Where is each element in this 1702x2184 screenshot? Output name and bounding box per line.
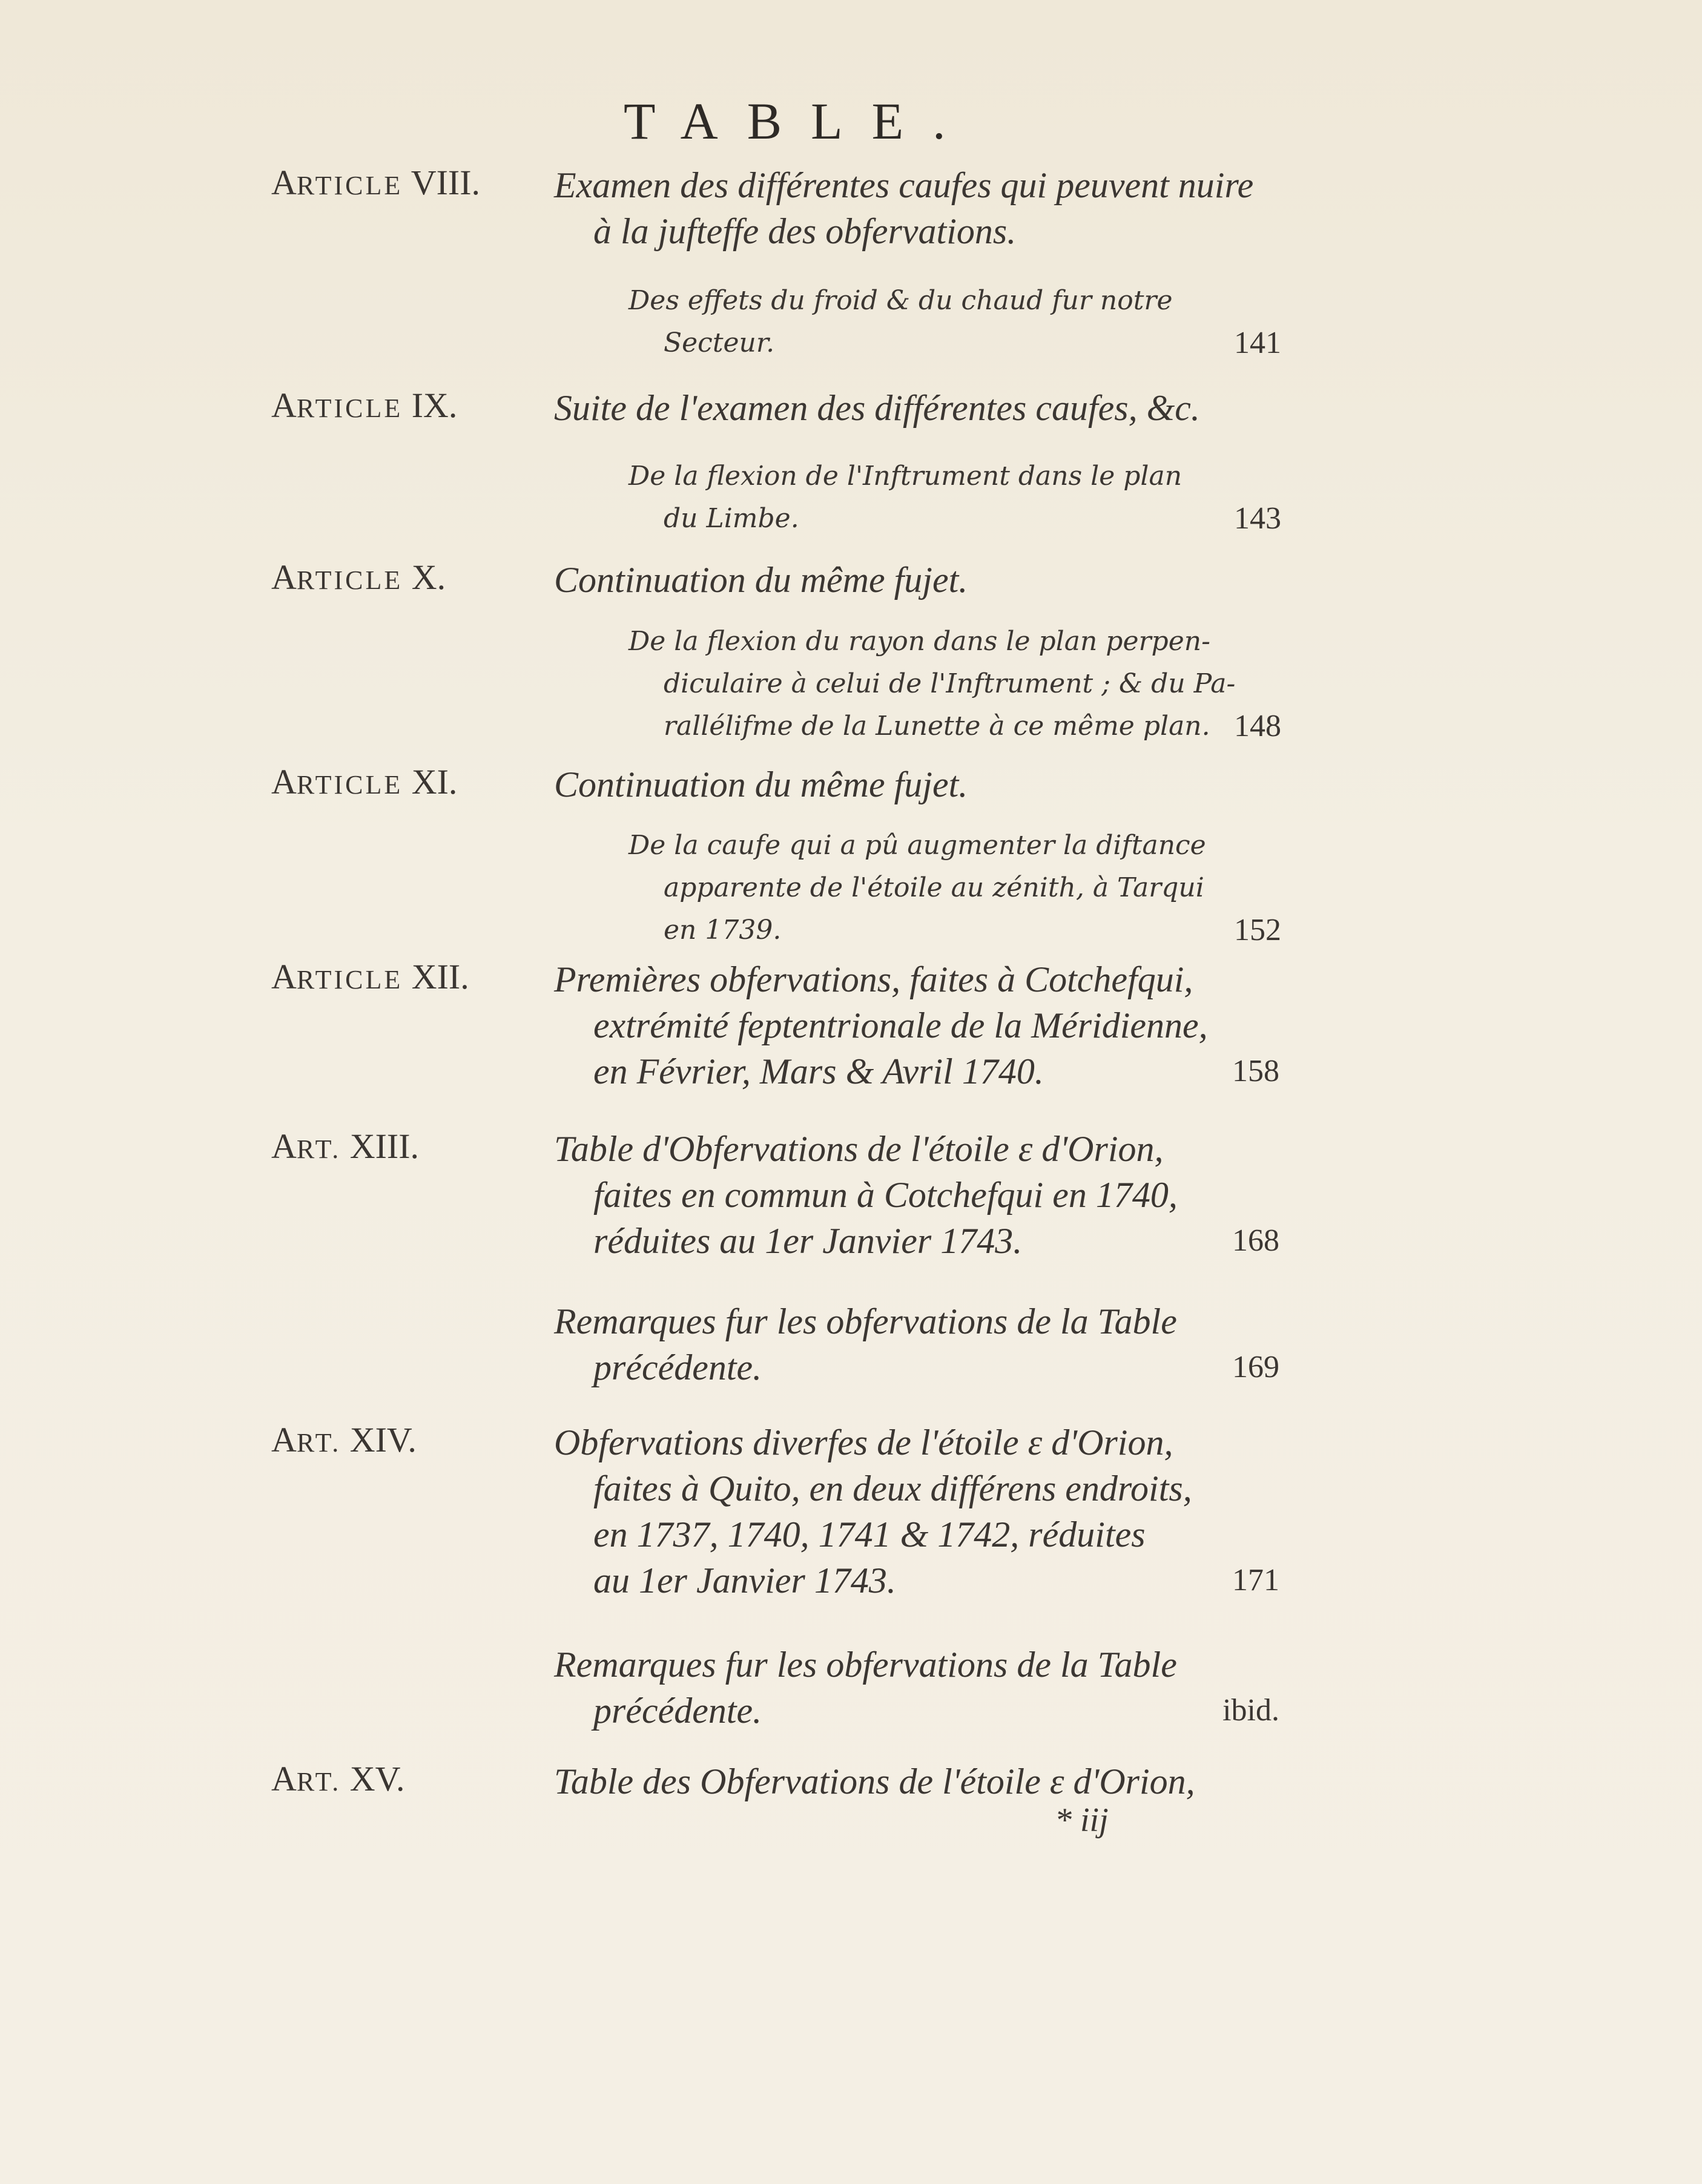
page-number: 158: [1232, 1054, 1279, 1088]
article-heading-xi: Continuation du même fujet.: [554, 765, 968, 804]
article-heading-xiii: Table d'Obfervations de l'étoile ε d'Orion, faites en commun à Cotchefqui en 1740, réduites au 1er Janvier 1743. 168: [554, 1126, 1281, 1264]
article-sub-x: De la flexion du rayon dans le plan perpen- diculaire à celui de l'Inftrument ; & du Pa- rallélifme de la Lunette à ce même plan. 148: [628, 620, 1282, 748]
page-number: 169: [1232, 1350, 1279, 1384]
article-heading-xiv: Obfervations diverfes de l'étoile ε d'Orion, faites à Quito, en deux différens endroits, en 1737, 1740, 1741 & 1742, réduites au 1er Janvier 1743. 171: [554, 1419, 1281, 1603]
page-number: 171: [1232, 1563, 1279, 1597]
article-label-xii: ARTICLE XII.: [271, 957, 469, 996]
article-heading-x: Continuation du même fujet.: [554, 560, 968, 600]
article-label-xv: ART. XV.: [271, 1759, 405, 1798]
article-label-xiii: ART. XIII.: [271, 1127, 420, 1166]
page-title: TABLE.: [624, 92, 975, 150]
page-number: 152: [1234, 913, 1281, 947]
page-number: 168: [1232, 1223, 1279, 1258]
remarks-heading-1: Remarques fur les obfervations de la Table précédente. 169: [554, 1298, 1281, 1390]
article-label-x: ARTICLE X.: [271, 558, 446, 597]
signature-mark: * iij: [1055, 1801, 1109, 1839]
page-number: ibid.: [1222, 1693, 1279, 1728]
article-heading-ix: Suite de l'examen des différentes caufes, &c.: [554, 388, 1200, 428]
article-heading-xii: Premières obfervations, faites à Cotchefqui, extrémité feptentrionale de la Méridienne, en Février, Mars & Avril 1740. 158: [554, 956, 1281, 1094]
article-label-xiv: ART. XIV.: [271, 1420, 417, 1459]
page-number: 143: [1234, 501, 1281, 536]
article-heading-xv: Table des Obfervations de l'étoile ε d'Orion,: [554, 1761, 1195, 1801]
page-number: 148: [1234, 709, 1281, 743]
remarks-heading-2: Remarques fur les obfervations de la Table précédente. ibid.: [554, 1642, 1281, 1734]
article-sub-ix: De la flexion de l'Inftrument dans le plan du Limbe. 143: [628, 455, 1282, 540]
article-sub-xi: De la caufe qui a pû augmenter la diftance apparente de l'étoile au zénith, à Tarqui en 1739. 152: [628, 824, 1282, 952]
article-heading-viii: Examen des différentes caufes qui peuvent nuire à la jufteffe des obfervations.: [554, 165, 1254, 251]
article-label-viii: ARTICLE VIII.: [271, 163, 481, 202]
article-label-ix: ARTICLE IX.: [271, 386, 458, 425]
page-number: 141: [1234, 326, 1281, 360]
article-label-xi: ARTICLE XI.: [271, 762, 458, 801]
article-sub-viii: Des effets du froid & du chaud fur notre Secteur. 141: [628, 280, 1282, 364]
